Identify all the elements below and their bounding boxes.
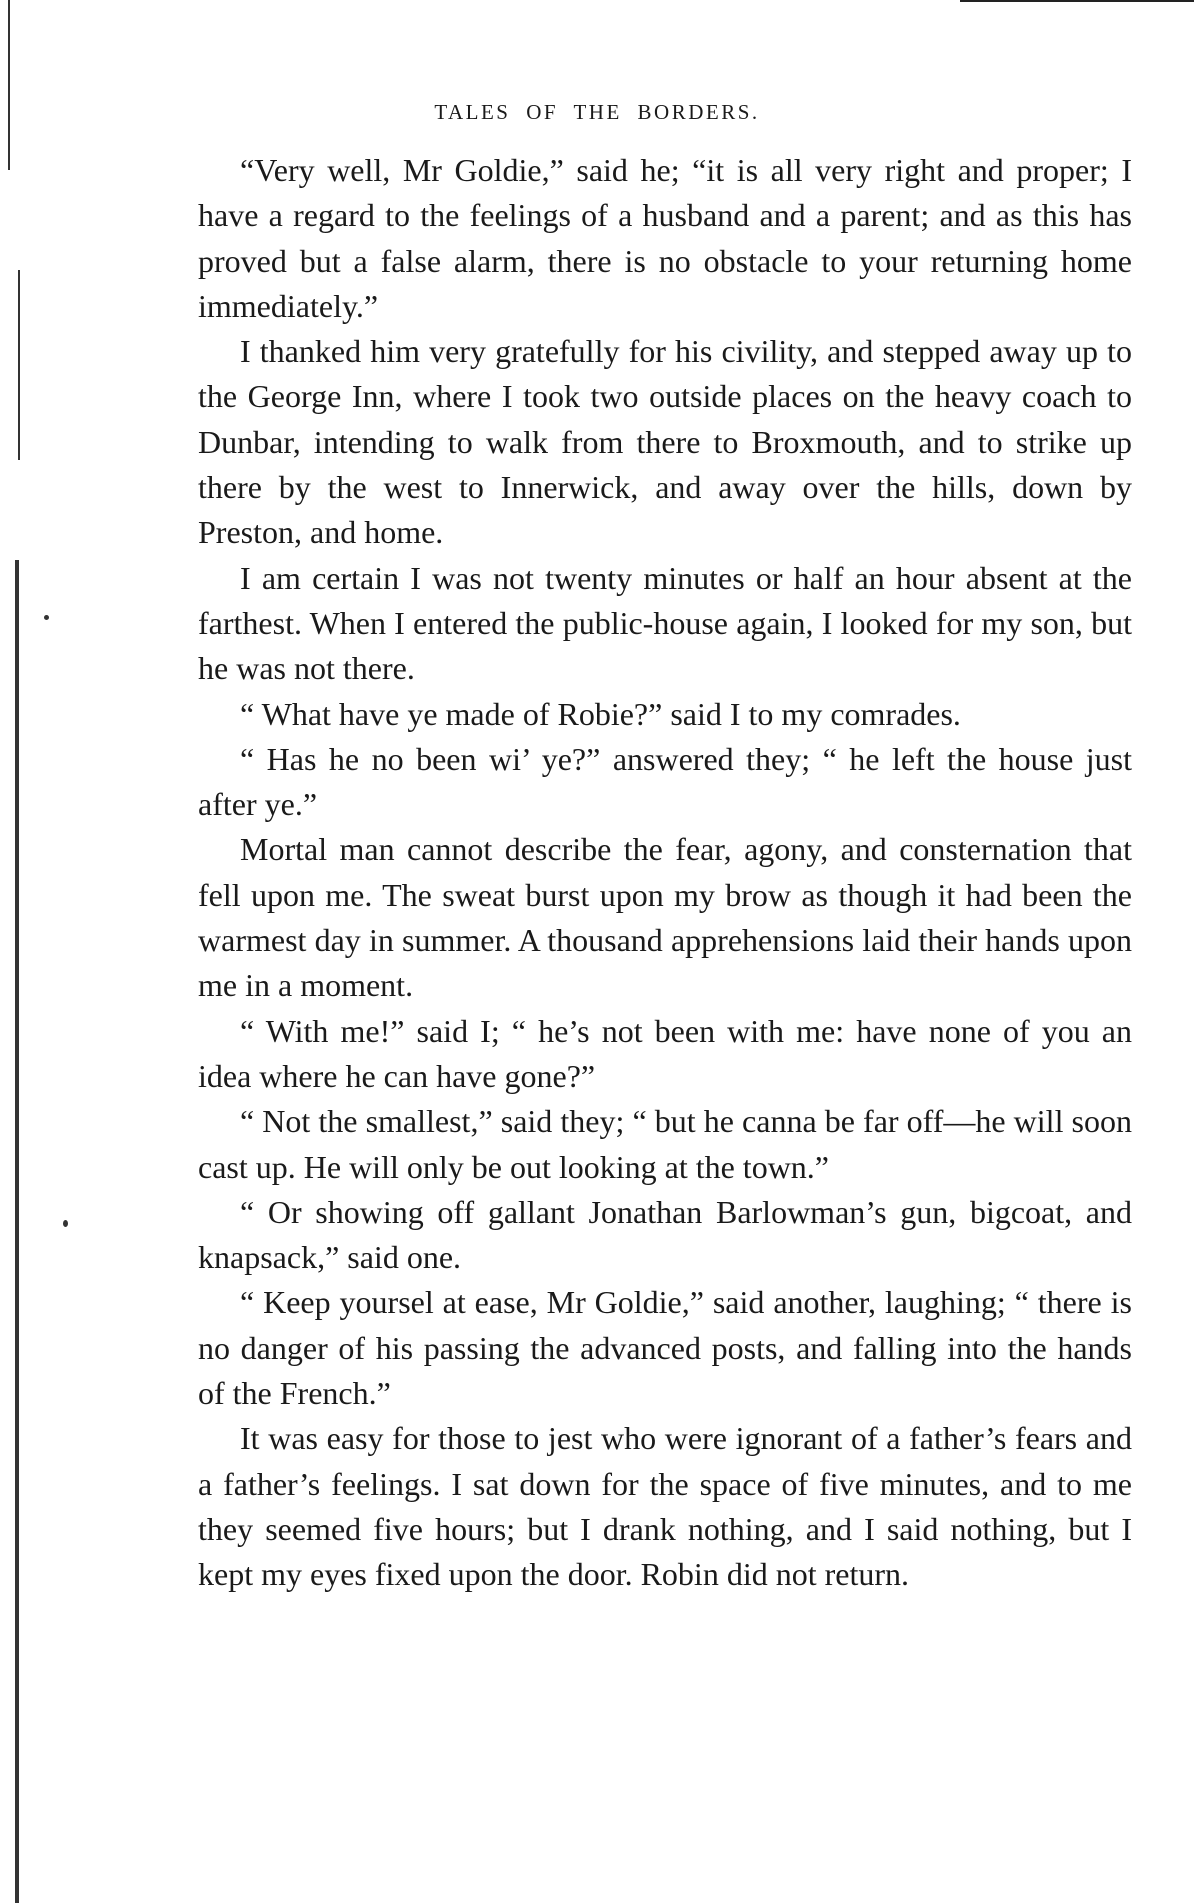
paragraph: “ Keep yoursel at ease, Mr Goldie,” said another, laughing; “ there is no danger of his passing the advanced posts, and falling into the hands of the French.” xyxy=(198,1284,1132,1412)
top-rule xyxy=(960,0,1194,2)
paragraph: I am certain I was not twenty minutes or half an hour absent at the farthest. When I entered the public-house again, I looked for my son, but he was not there. xyxy=(198,559,1132,687)
margin-speck xyxy=(44,615,49,620)
binding-edge-line xyxy=(8,0,10,170)
running-head: TALES OF THE BORDERS. xyxy=(434,100,760,124)
paragraph: “ Has he no been wi’ ye?” answered they; “ he left the house just after ye.” xyxy=(198,740,1132,823)
paragraph: It was easy for those to jest who were ignorant of a father’s fears and a father’s feelings. I sat down for the space of five minutes, and to me they seemed five hours; but I drank nothing, and I said nothing, but I kept my eyes fixed upon the door. Robin did not return. xyxy=(198,1420,1132,1593)
paragraph: Mortal man cannot describe the fear, agony, and consternation that fell upon me. The sweat burst upon my brow as though it had been the warmest day in summer. A thousand apprehensions laid their hands upon me in a moment. xyxy=(198,831,1132,1004)
paragraph: “ What have ye made of Robie?” said I to my comrades. xyxy=(240,695,961,732)
paragraph: “Very well, Mr Goldie,” said he; “it is all very right and proper; I have a regard to the feelings of a husband and a parent; and as this has proved but a false alarm, there is no obstacle to your returning home immediately.” xyxy=(198,152,1132,324)
paragraph: “ Or showing off gallant Jonathan Barlowman’s gun, bigcoat, and knapsack,” said one. xyxy=(198,1193,1132,1276)
paragraph: “ With me!” said I; “ he’s not been with me: have none of you an idea where he can have gone?” xyxy=(198,1012,1132,1094)
binding-edge-line xyxy=(15,560,19,1903)
paragraph: I thanked him very gratefully for his civility, and stepped away up to the George Inn, where I took two outside places on the heavy coach to Dunbar, intending to walk from there to Broxmouth, and to strike up there by the west to Innerwick, and away over the hills, down by Preston, and home. xyxy=(198,333,1132,551)
binding-edge-line xyxy=(18,270,20,460)
body-text xyxy=(198,148,1132,1598)
paragraph: “ Not the smallest,” said they; “ but he canna be far off—he will soon cast up. He will only be out looking at the town.” xyxy=(198,1103,1132,1185)
margin-speck xyxy=(63,1220,68,1227)
